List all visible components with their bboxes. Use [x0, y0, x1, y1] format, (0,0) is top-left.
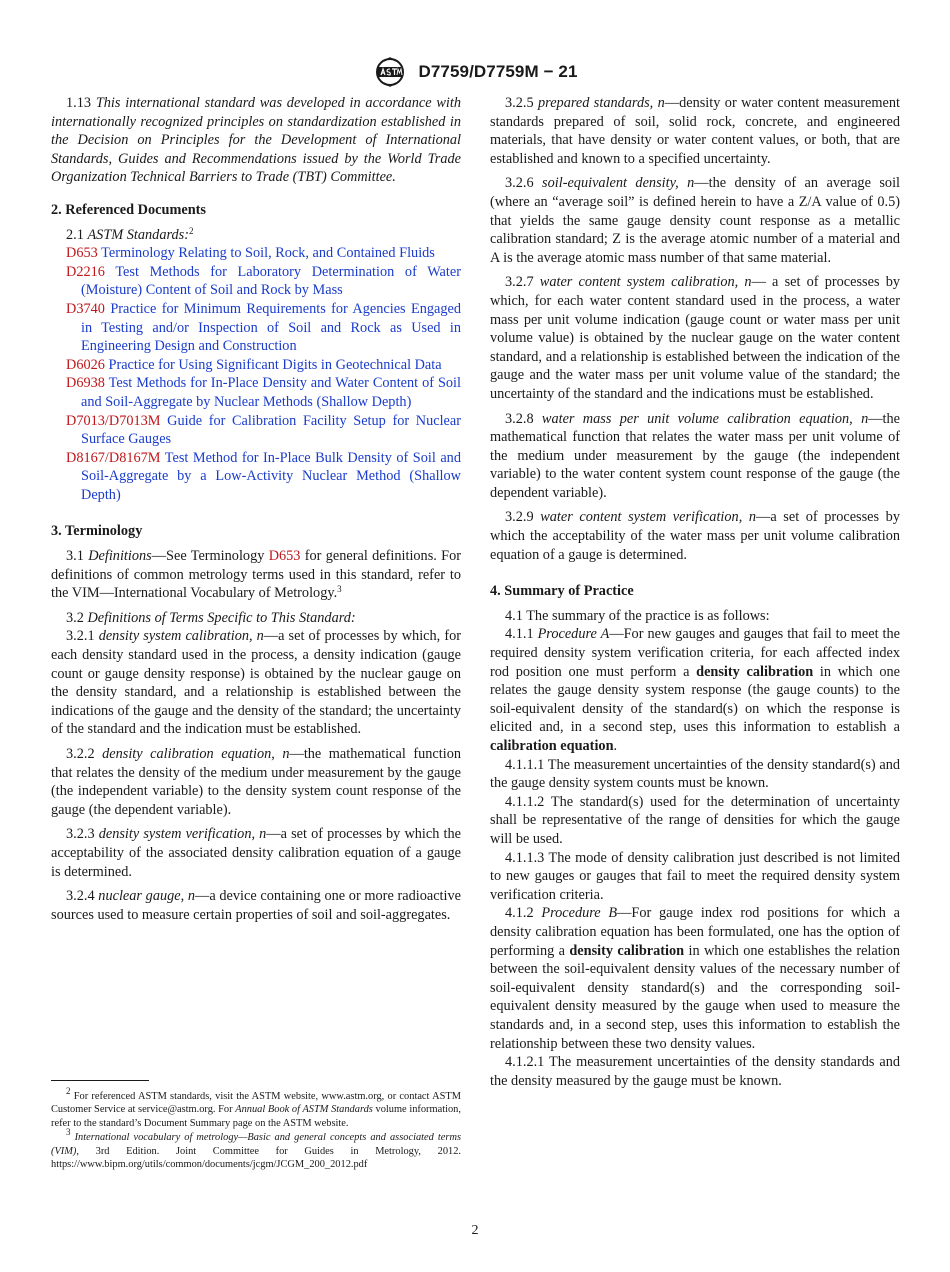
para-3-2-9: 3.2.9 water content system verification, n—a set of processes by which the acceptability of the water mass per unit volume calibration equation of a gauge is determined. — [490, 509, 900, 563]
link-d653[interactable]: D653 — [268, 548, 301, 565]
reference-item[interactable]: D6938 Test Methods for In-Place Density and Water Content of Soil and Soil-Aggregate by Nuclear Methods (Shallow Depth) — [66, 375, 461, 410]
para-3-2-4: 3.2.4 nuclear gauge, n—a device containing one or more radioactive sources used to measure certain properties of soil and soil-aggregates. — [51, 888, 461, 923]
footnote-3: $^3$ International vocabulary of metrology—Basic and general concepts and associated terms (VIM), 3rd Edition. Joint Committee for Guides in Metrology, 2012. https://www.bipm.org/utils/common/documents/jcgm/JCGM_200_2012.pdf — [51, 1127, 461, 1171]
page-number: 2 — [471, 1223, 479, 1238]
para-3-2-6: 3.2.6 soil-equivalent density, n—the density of an average soil (where an “average soil” is defined herein to have a Z/A value of 0.5) that yields the same gauge density count response as a metallic calibration standard; Z is the average atomic number of a material and A is the average atomic mass number of that same material. — [490, 175, 901, 266]
para-3-2-1: 3.2.1 density system calibration, n—a set of processes by which, for each density standard used in the process, a density indication (gauge count or gauge density response) is obtained by the nuclear gauge on the density standard, and a relationship is established between the indications of the gauge and the density of the standard; the uncertainty of the standard and the indication must be established. — [51, 628, 461, 738]
reference-item[interactable]: D7013/D7013M Guide for Calibration Facility Setup for Nuclear Surface Gauges — [66, 412, 461, 448]
left-column — [51, 94, 461, 930]
footnote-2: $^2$ For referenced ASTM standards, visit the ASTM website, www.astm.org, or contact ASTM Customer Service at service@astm.org. For Annual Book of ASTM Standards volume information, refer to the standard’s Document Summary page on the ASTM website. — [51, 1086, 461, 1129]
reference-item[interactable]: D2216 Test Methods for Laboratory Determination of Water (Moisture) Content of Soil and Rock by Mass — [66, 263, 461, 299]
para-4-1-1-3: 4.1.1.3 The mode of density calibration just described is not limited to new gauges or gauges that fail to meet the required density system verification criteria. — [490, 849, 900, 903]
astm-logo-icon — [372, 57, 408, 87]
para-4-1-1-2: 4.1.1.2 The standard(s) used for the determination of uncertainty shall be representative of the range of densities for which the gauge will be used. — [490, 793, 900, 847]
para-3-2-5: 3.2.5 prepared standards, n—density or water content measurement standards prepared of soil, solid rock, concrete, and engineered materials, that have density or water content values, or both, that are established and known to a specified uncertainty. — [490, 95, 900, 167]
section-heading-referenced-documents: 2. Referenced Documents — [51, 201, 206, 218]
footnotes — [51, 1086, 461, 1172]
reference-item[interactable]: D3740 Practice for Minimum Requirements for Agencies Engaged in Testing and/or Inspection of Soil and Rock as Used in Engineering Design and Construction — [66, 300, 461, 355]
para-4-1-1-1: 4.1.1.1 The measurement uncertainties of the density standard(s) and the gauge density system counts must be known. — [490, 756, 900, 792]
para-3-1: 3.1 Definitions—See Terminology D653 for general definitions. For definitions of common metrology terms used in this standard, refer to the VIM—International Vocabulary of Metrology.$^3$ — [51, 548, 462, 602]
reference-item[interactable]: D8167/D8167M Test Method for In-Place Bulk Density of Soil and Soil-Aggregate by a Low-Activity Nuclear Method (Shallow Depth) — [66, 449, 461, 503]
para-3-2-3: 3.2.3 density system verification, n—a set of processes by which the acceptability of the associated density calibration equation of a gauge is determined. — [51, 826, 461, 880]
para-1-13: 1.13 This international standard was developed in accordance with internationally recognized principles on standardization established in the Decision on Principles for the Development of International Standards, Guides and Recommendations issued by the World Trade Organization Technical Barriers to Trade (TBT) Committee. — [51, 95, 461, 186]
para-2-1: 2.1 ASTM Standards:$^2$ — [66, 225, 194, 243]
para-4-1: 4.1 The summary of the practice is as follows: — [505, 607, 770, 624]
para-3-2-8: 3.2.8 water mass per unit volume calibration equation, n—the mathematical function that relates the water mass per unit volume of the medium under measurement by the gauge (the independent variable) to the water content system count response of the gauge (the dependent variable). — [490, 410, 900, 501]
reference-item[interactable]: D6026 Practice for Using Significant Digits in Geotechnical Data — [66, 356, 442, 373]
section-heading-terminology: 3. Terminology — [51, 523, 143, 540]
para-3-2: 3.2 Definitions of Terms Specific to This Standard: — [66, 609, 356, 626]
reference-list — [51, 244, 461, 504]
reference-item[interactable]: D653 Terminology Relating to Soil, Rock, and Contained Fluids — [66, 245, 435, 262]
section-heading-summary-of-practice: 4. Summary of Practice — [490, 583, 634, 600]
page-header — [0, 57, 950, 87]
para-3-2-7: 3.2.7 water content system calibration, n— a set of processes by which, for each water content standard used in the process, a water mass per unit volume indication (gauge count or water mass per unit volume value) is obtained by the nuclear gauge on the water content standard, and a relationship is established between the indication of the gauge and the water mass per unit volume value of the standard; the uncertainty of the standard and the indications must be established. — [490, 274, 901, 402]
para-4-1-2-1: 4.1.2.1 The measurement uncertainties of the density standards and the density measured by the gauge must be known. — [490, 1054, 900, 1089]
para-3-2-2: 3.2.2 density calibration equation, n—the mathematical function that relates the density of the medium under measurement by the gauge (the independent variable) to the density system count response of the gauge (the dependent variable). — [51, 746, 461, 818]
right-column — [490, 94, 900, 1090]
para-4-1-1: 4.1.1 Procedure A—For new gauges and gauges that fail to meet the required density system verification criteria, for each affected index rod position one must perform a density calibration in which one relates the gauge density system response (the gauge counts) to the soil-equivalent density of the standard(s) on which the response is elicited and, in a second step, uses this information to establish a calibration equation. — [490, 626, 901, 754]
document-title: D7759/D7759M − 21 — [418, 62, 578, 81]
footnote-rule — [51, 1080, 149, 1081]
para-4-1-2: 4.1.2 Procedure B—For gauge index rod positions for which a density calibration equation has been formulated, one has the option of performing a density calibration in which one establishes the relation between the soil-equivalent density values of the necessary number of soil-equivalent density standard(s) and the corresponding soil-equivalent density measured by the gauge when used to measure the standards and, in a second step, uses this information to establish the relationship between these two density values. — [490, 905, 901, 1052]
